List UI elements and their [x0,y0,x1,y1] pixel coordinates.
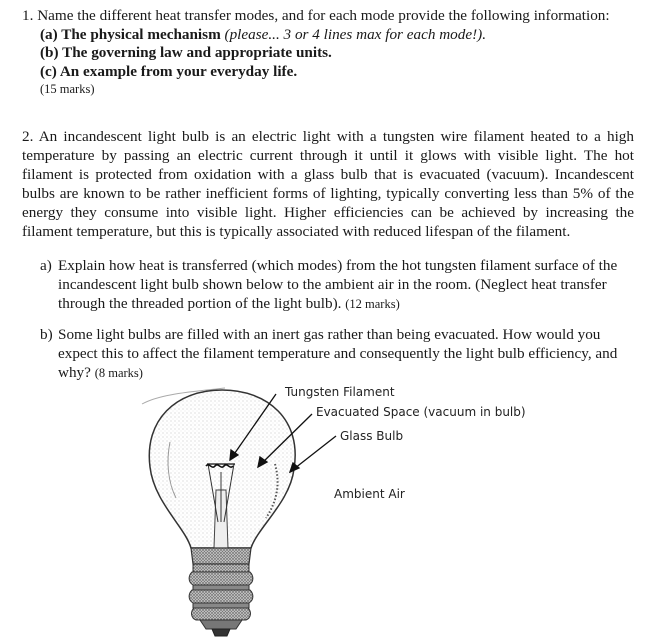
thread-5 [193,603,249,608]
question-2-part-a-marks: (12 marks) [345,297,400,311]
label-evacuated-space: Evacuated Space (vacuum in bulb) [316,405,526,419]
base-contact [212,629,230,636]
label-tungsten-filament: Tungsten Filament [285,385,395,399]
thread-3 [193,585,249,590]
question-1-part-a-note: (please... 3 or 4 lines max for each mode!). [224,25,487,43]
question-1-marks: (15 marks) [40,82,95,96]
question-2-part-a-label: a) [40,257,52,274]
question-2-part-b-label: b) [40,326,53,343]
question-2-part-b-marks: (8 marks) [94,366,143,380]
question-1-part-b: (b) The governing law and appropriate units. [40,44,332,61]
base-insulator [200,620,242,629]
thread-1 [193,564,249,572]
question-1-prompt: 1. Name the different heat transfer modes, and for each mode provide the following information: [22,7,610,24]
bulb-neck [191,548,251,564]
question-2-intro: 2. An incandescent light bulb is an electric light with a tungsten wire filament heated to a high temperature by passing an electric current through it until it glows with visible light. The hot filament is protected from oxidation with a glass bulb that is evacuated (vacuum). Incandescent bulbs are known to be rather inefficient forms of lighting, typically converting less than 5% of the energy they consume into visible light. Higher efficiencies can be achieved by increasing the filament temperature, but this is typically associated with reduced lifespan of the filament. [22,128,634,241]
question-2-part-b-text: Some light bulbs are filled with an inert gas rather than being evacuated. How would you expect this to affect the filament temperature and consequently the light bulb efficiency, and why? [58,326,618,381]
question-1-part-a-label: (a) The physical mechanism [40,25,221,43]
thread-6 [192,608,251,620]
label-glass-bulb: Glass Bulb [340,429,404,443]
thread-2 [189,572,253,585]
question-1-part-c: (c) An example from your everyday life. [40,62,298,80]
question-1-part-a [22,26,642,45]
question-1 [22,7,642,97]
question-2-part-a [40,256,632,314]
light-bulb-figure [130,372,550,639]
label-ambient-air: Ambient Air [334,487,405,501]
thread-4 [189,590,253,603]
question-2-part-a-text: Explain how heat is transferred (which modes) from the hot tungsten filament surface of the incandescent light bulb shown below to the ambient air in the room. (Neglect heat transfer through the threaded portion of the light bulb). [58,257,618,312]
